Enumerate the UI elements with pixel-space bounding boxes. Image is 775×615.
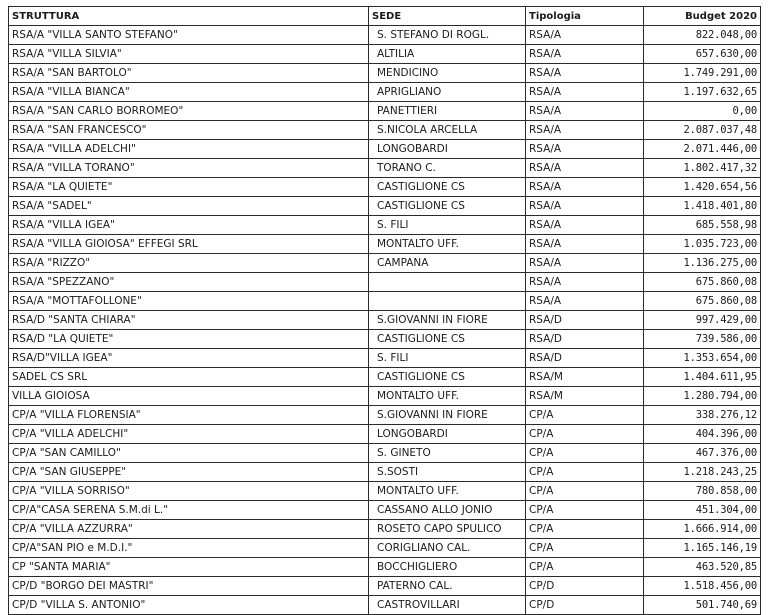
cell-budget: 1.035.723,00 bbox=[644, 235, 761, 254]
cell-struttura: CP/A "VILLA SORRISO" bbox=[9, 482, 369, 501]
cell-budget: 404.396,00 bbox=[644, 425, 761, 444]
cell-sede: S.SOSTI bbox=[369, 463, 526, 482]
cell-struttura: RSA/A "MOTTAFOLLONE" bbox=[9, 292, 369, 311]
table-row bbox=[9, 26, 761, 45]
cell-budget: 657.630,00 bbox=[644, 45, 761, 64]
cell-budget: 1.218.243,25 bbox=[644, 463, 761, 482]
cell-budget: 1.404.611,95 bbox=[644, 368, 761, 387]
cell-sede: CASTIGLIONE CS bbox=[369, 178, 526, 197]
cell-sede: CORIGLIANO CAL. bbox=[369, 539, 526, 558]
cell-budget: 0,00 bbox=[644, 102, 761, 121]
cell-tipologia: CP/A bbox=[526, 539, 644, 558]
cell-sede: S. GINETO bbox=[369, 444, 526, 463]
cell-tipologia: RSA/A bbox=[526, 26, 644, 45]
cell-sede: APRIGLIANO bbox=[369, 83, 526, 102]
cell-budget: 1.280.794,00 bbox=[644, 387, 761, 406]
cell-budget: 338.276,12 bbox=[644, 406, 761, 425]
cell-sede: ALTILIA bbox=[369, 45, 526, 64]
cell-sede: LONGOBARDI bbox=[369, 425, 526, 444]
cell-budget: 1.165.146,19 bbox=[644, 539, 761, 558]
cell-sede: MONTALTO UFF. bbox=[369, 387, 526, 406]
cell-tipologia: CP/A bbox=[526, 482, 644, 501]
cell-budget: 1.197.632,65 bbox=[644, 83, 761, 102]
table-row bbox=[9, 178, 761, 197]
cell-budget: 1.666.914,00 bbox=[644, 520, 761, 539]
cell-sede: S.NICOLA ARCELLA bbox=[369, 121, 526, 140]
table-row bbox=[9, 140, 761, 159]
table-row bbox=[9, 159, 761, 178]
table-row bbox=[9, 520, 761, 539]
cell-tipologia: RSA/D bbox=[526, 349, 644, 368]
cell-tipologia: RSA/A bbox=[526, 45, 644, 64]
table-row bbox=[9, 463, 761, 482]
cell-struttura: RSA/A "VILLA TORANO" bbox=[9, 159, 369, 178]
cell-budget: 675.860,08 bbox=[644, 273, 761, 292]
cell-budget: 1.136.275,00 bbox=[644, 254, 761, 273]
cell-sede: ROSETO CAPO SPULICO bbox=[369, 520, 526, 539]
cell-struttura: CP/A"SAN PIO e M.D.I." bbox=[9, 539, 369, 558]
cell-struttura: CP/A "SAN GIUSEPPE" bbox=[9, 463, 369, 482]
cell-budget: 675.860,08 bbox=[644, 292, 761, 311]
cell-sede bbox=[369, 292, 526, 311]
cell-tipologia: CP/D bbox=[526, 577, 644, 596]
header-tipologia: Tipologia bbox=[526, 7, 644, 26]
table-row bbox=[9, 102, 761, 121]
cell-tipologia: RSA/A bbox=[526, 216, 644, 235]
cell-struttura: CP/A "SAN CAMILLO" bbox=[9, 444, 369, 463]
cell-struttura: RSA/D "LA QUIETE" bbox=[9, 330, 369, 349]
cell-sede: PATERNO CAL. bbox=[369, 577, 526, 596]
cell-sede: CASTIGLIONE CS bbox=[369, 197, 526, 216]
header-budget: Budget 2020 bbox=[644, 7, 761, 26]
cell-tipologia: CP/D bbox=[526, 596, 644, 615]
budget-table bbox=[8, 6, 761, 615]
cell-struttura: RSA/D "SANTA CHIARA" bbox=[9, 311, 369, 330]
cell-budget: 451.304,00 bbox=[644, 501, 761, 520]
cell-struttura: RSA/A "SAN BARTOLO" bbox=[9, 64, 369, 83]
cell-tipologia: RSA/A bbox=[526, 159, 644, 178]
cell-sede: MONTALTO UFF. bbox=[369, 235, 526, 254]
cell-struttura: RSA/A "VILLA GIOIOSA" EFFEGI SRL bbox=[9, 235, 369, 254]
cell-struttura: RSA/A "SPEZZANO" bbox=[9, 273, 369, 292]
cell-struttura: RSA/A "SAN FRANCESCO" bbox=[9, 121, 369, 140]
cell-struttura: RSA/A "VILLA SILVIA" bbox=[9, 45, 369, 64]
cell-tipologia: RSA/A bbox=[526, 102, 644, 121]
cell-sede: S. FILI bbox=[369, 216, 526, 235]
cell-struttura: SADEL CS SRL bbox=[9, 368, 369, 387]
cell-tipologia: RSA/D bbox=[526, 330, 644, 349]
table-body bbox=[9, 26, 761, 615]
cell-tipologia: CP/A bbox=[526, 501, 644, 520]
cell-budget: 501.740,69 bbox=[644, 596, 761, 615]
cell-tipologia: RSA/A bbox=[526, 273, 644, 292]
table-row bbox=[9, 368, 761, 387]
table-row bbox=[9, 596, 761, 615]
table-row bbox=[9, 425, 761, 444]
header-row bbox=[9, 7, 761, 26]
table-row bbox=[9, 330, 761, 349]
cell-tipologia: RSA/A bbox=[526, 140, 644, 159]
cell-tipologia: RSA/D bbox=[526, 311, 644, 330]
cell-tipologia: RSA/A bbox=[526, 254, 644, 273]
cell-struttura: RSA/A "VILLA IGEA" bbox=[9, 216, 369, 235]
table-row bbox=[9, 482, 761, 501]
cell-budget: 739.586,00 bbox=[644, 330, 761, 349]
table-row bbox=[9, 387, 761, 406]
cell-tipologia: RSA/A bbox=[526, 197, 644, 216]
cell-struttura: RSA/A "VILLA ADELCHI" bbox=[9, 140, 369, 159]
table-row bbox=[9, 311, 761, 330]
cell-budget: 467.376,00 bbox=[644, 444, 761, 463]
cell-tipologia: CP/A bbox=[526, 406, 644, 425]
cell-tipologia: CP/A bbox=[526, 425, 644, 444]
cell-sede: CASTIGLIONE CS bbox=[369, 330, 526, 349]
table-row bbox=[9, 501, 761, 520]
table-row bbox=[9, 64, 761, 83]
table-row bbox=[9, 121, 761, 140]
cell-sede: S. STEFANO DI ROGL. bbox=[369, 26, 526, 45]
cell-sede: MONTALTO UFF. bbox=[369, 482, 526, 501]
table-row bbox=[9, 577, 761, 596]
table-row bbox=[9, 254, 761, 273]
table-row bbox=[9, 216, 761, 235]
header-sede: SEDE bbox=[369, 7, 526, 26]
cell-struttura: CP/A"CASA SERENA S.M.di L." bbox=[9, 501, 369, 520]
cell-struttura: RSA/A "VILLA SANTO STEFANO" bbox=[9, 26, 369, 45]
table-row bbox=[9, 235, 761, 254]
cell-sede: MENDICINO bbox=[369, 64, 526, 83]
header-struttura: STRUTTURA bbox=[9, 7, 369, 26]
cell-tipologia: RSA/A bbox=[526, 235, 644, 254]
cell-sede: CASTROVILLARI bbox=[369, 596, 526, 615]
cell-tipologia: RSA/M bbox=[526, 387, 644, 406]
table-row bbox=[9, 197, 761, 216]
cell-struttura: VILLA GIOIOSA bbox=[9, 387, 369, 406]
cell-struttura: RSA/A "RIZZO" bbox=[9, 254, 369, 273]
cell-struttura: CP/D "VILLA S. ANTONIO" bbox=[9, 596, 369, 615]
cell-struttura: CP/A "VILLA ADELCHI" bbox=[9, 425, 369, 444]
cell-budget: 1.802.417,32 bbox=[644, 159, 761, 178]
cell-struttura: CP/D "BORGO DEI MASTRI" bbox=[9, 577, 369, 596]
table-row bbox=[9, 444, 761, 463]
cell-tipologia: CP/A bbox=[526, 463, 644, 482]
cell-tipologia: RSA/M bbox=[526, 368, 644, 387]
table-row bbox=[9, 83, 761, 102]
cell-tipologia: CP/A bbox=[526, 558, 644, 577]
cell-sede: CAMPANA bbox=[369, 254, 526, 273]
cell-struttura: RSA/A "VILLA BIANCA" bbox=[9, 83, 369, 102]
cell-struttura: RSA/A "LA QUIETE" bbox=[9, 178, 369, 197]
cell-tipologia: CP/A bbox=[526, 520, 644, 539]
cell-struttura: CP "SANTA MARIA" bbox=[9, 558, 369, 577]
cell-sede: PANETTIERI bbox=[369, 102, 526, 121]
cell-budget: 997.429,00 bbox=[644, 311, 761, 330]
cell-sede: S.GIOVANNI IN FIORE bbox=[369, 311, 526, 330]
cell-tipologia: RSA/A bbox=[526, 64, 644, 83]
cell-budget: 685.558,98 bbox=[644, 216, 761, 235]
cell-struttura: RSA/A "SADEL" bbox=[9, 197, 369, 216]
table-row bbox=[9, 558, 761, 577]
cell-budget: 1.353.654,00 bbox=[644, 349, 761, 368]
cell-tipologia: RSA/A bbox=[526, 292, 644, 311]
cell-struttura: RSA/D"VILLA IGEA" bbox=[9, 349, 369, 368]
cell-struttura: RSA/A "SAN CARLO BORROMEO" bbox=[9, 102, 369, 121]
cell-tipologia: CP/A bbox=[526, 444, 644, 463]
table-row bbox=[9, 349, 761, 368]
cell-budget: 463.520,85 bbox=[644, 558, 761, 577]
cell-budget: 1.418.401,80 bbox=[644, 197, 761, 216]
table-row bbox=[9, 45, 761, 64]
cell-budget: 780.858,00 bbox=[644, 482, 761, 501]
cell-tipologia: RSA/A bbox=[526, 83, 644, 102]
cell-sede: CASSANO ALLO JONIO bbox=[369, 501, 526, 520]
cell-budget: 2.087.037,48 bbox=[644, 121, 761, 140]
cell-struttura: CP/A "VILLA AZZURRA" bbox=[9, 520, 369, 539]
cell-sede: BOCCHIGLIERO bbox=[369, 558, 526, 577]
table-row bbox=[9, 406, 761, 425]
cell-budget: 2.071.446,00 bbox=[644, 140, 761, 159]
table-row bbox=[9, 539, 761, 558]
cell-sede: S. FILI bbox=[369, 349, 526, 368]
cell-tipologia: RSA/A bbox=[526, 121, 644, 140]
cell-struttura: CP/A "VILLA FLORENSIA" bbox=[9, 406, 369, 425]
cell-budget: 1.749.291,00 bbox=[644, 64, 761, 83]
cell-sede: CASTIGLIONE CS bbox=[369, 368, 526, 387]
cell-sede: S.GIOVANNI IN FIORE bbox=[369, 406, 526, 425]
cell-tipologia: RSA/A bbox=[526, 178, 644, 197]
cell-budget: 1.518.456,00 bbox=[644, 577, 761, 596]
table-row bbox=[9, 292, 761, 311]
cell-sede: LONGOBARDI bbox=[369, 140, 526, 159]
cell-sede bbox=[369, 273, 526, 292]
cell-budget: 1.420.654,56 bbox=[644, 178, 761, 197]
cell-sede: TORANO C. bbox=[369, 159, 526, 178]
table-row bbox=[9, 273, 761, 292]
cell-budget: 822.048,00 bbox=[644, 26, 761, 45]
